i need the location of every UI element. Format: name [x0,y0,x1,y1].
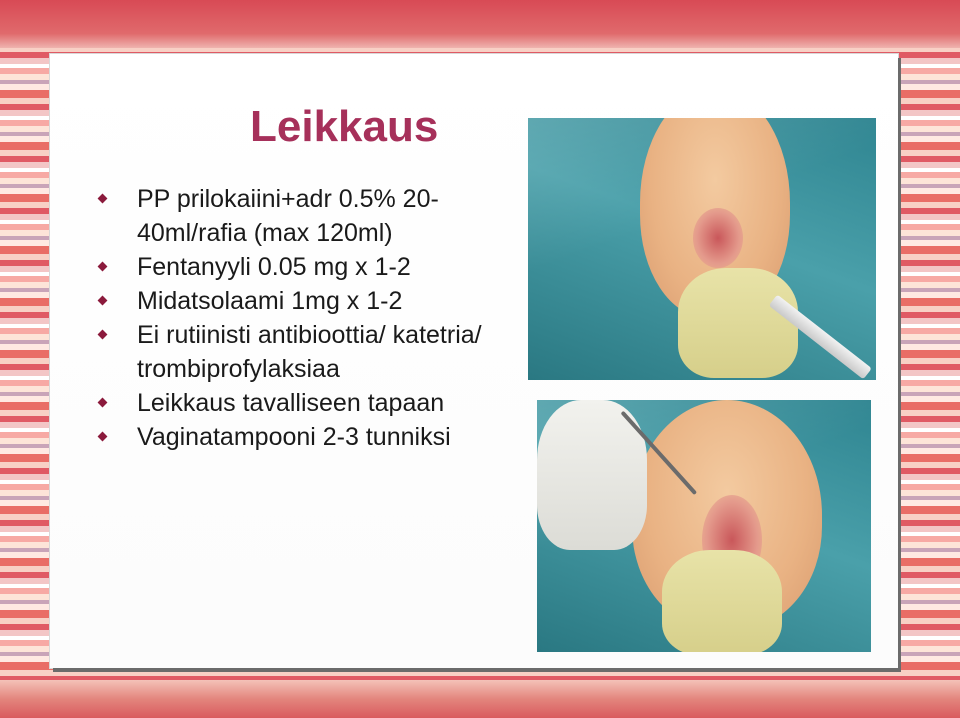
bullet-item [95,182,535,250]
diamond-bullet-icon [98,262,108,272]
surgical-photo-incision [537,400,871,652]
surgical-photo-injection [528,118,876,380]
background-top-band [0,0,960,48]
bullet-item [95,420,535,454]
bullet-item [95,318,535,386]
diamond-bullet-icon [98,296,108,306]
slide-title: Leikkaus [250,102,439,151]
slide-panel [50,54,898,668]
bullet-text: Fentanyyli 0.05 mg x 1-2 [137,253,411,281]
diamond-bullet-icon [98,398,108,408]
bullet-list [95,182,535,454]
diamond-bullet-icon [98,330,108,340]
bullet-text: PP prilokaiini+adr 0.5% 20-40ml/rafia (max 120ml) [137,185,439,247]
background-bottom-band [0,680,960,718]
bullet-item [95,284,535,318]
bullet-item [95,386,535,420]
bullet-text: Leikkaus tavalliseen tapaan [137,389,445,417]
surgical-site [693,208,743,268]
bullet-text: Vaginatampooni 2-3 tunniksi [137,423,451,451]
bullet-text: Midatsolaami 1mg x 1-2 [137,287,403,315]
gloved-hand [678,268,798,378]
bullet-item [95,250,535,284]
gloved-hand [662,550,782,652]
diamond-bullet-icon [98,432,108,442]
diamond-bullet-icon [98,194,108,204]
bullet-text: Ei rutiinisti antibioottia/ katetria/ trombiprofylaksiaa [137,321,482,383]
